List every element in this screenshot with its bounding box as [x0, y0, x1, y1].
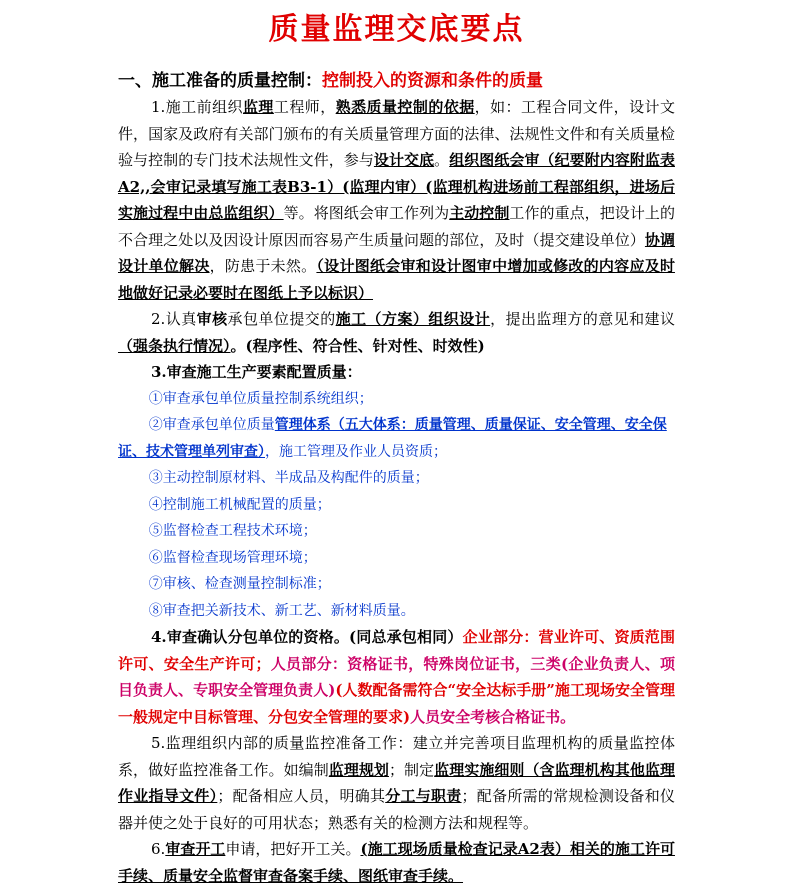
text: 组织图纸会审（纪要附内容附监表A2,,会审记录填写施工表B3-1）(监理内审）(监理机构进场前工程部组织，进场后实施过程中由总监组织） — [118, 151, 675, 222]
section-heading — [118, 68, 675, 94]
text: 分工与职责 — [385, 787, 462, 805]
text: (人数配备需符合“安全达标手册”施工现场安全管理一般规定中目标管理、分包安全管理的要求) — [118, 681, 675, 726]
text: ，施工管理及作业人员资质； — [265, 443, 447, 460]
paragraph-1 — [118, 94, 675, 306]
text: 施工（方案）组织设计 — [335, 310, 491, 328]
text: 企业部分：营业许可、资质范围许可、安全生产许可； — [118, 628, 675, 673]
paragraph-2 — [118, 306, 675, 359]
text: 等。将图纸会审工作列为 — [283, 204, 450, 222]
list-item: ⑦审核、检查测量控制标准； — [148, 576, 331, 592]
text: ；配备所需的常规检测设备和仪器并使之处于良好的可用状态；熟悉有关的检测方法和规程等。 — [118, 787, 675, 832]
text: (施工现场质量检查记录A2表）相关的施工许可手续、质量安全监督审查备案手续、图纸审查手续。 — [118, 840, 675, 885]
text: 承包单位提交的 — [227, 310, 336, 328]
list-item — [118, 412, 675, 465]
text: 协调设计单位解决 — [118, 230, 675, 275]
text: 熟悉质量控制的依据 — [335, 98, 475, 116]
list-item: ⑧审查把关新技术、新工艺、新材料质量。 — [148, 602, 415, 619]
text: 申请，把好开工关。 — [225, 840, 361, 858]
text: 人员安全考核合格证书。 — [410, 707, 576, 726]
text: （强条执行情况） — [118, 336, 231, 355]
text: 工程师， — [273, 98, 336, 116]
text: 。 — [434, 151, 450, 169]
list-item: ⑤监督检查工程技术环境； — [148, 523, 317, 539]
text: 监理规划 — [328, 760, 389, 779]
paragraph-6 — [118, 836, 675, 889]
text: 审查开工 — [165, 840, 226, 858]
text: 监理实施细则（含监理机构其他监理作业指导文件） — [118, 760, 675, 805]
list-item: ①审查承包单位质量控制系统组织； — [148, 390, 373, 407]
paragraph-4 — [118, 624, 675, 730]
text: 。(程序性、符合性、针对性、时效性) — [230, 336, 485, 355]
text: ，如：工程合同文件，设计文件，国家及政府有关部门颁布的有关质量管理方面的法律、法规性文件和有关质量检验与控制的专门技术法规性文件，参与 — [118, 98, 675, 169]
text: 5.监理组织内部的质量监控准备工作：建立并完善项目监理机构的质量监控体系，做好监控准备工作。如编制 — [118, 734, 675, 779]
list-item: ⑥监督检查现场管理环境； — [148, 549, 317, 566]
text: 工作的重点，把设计上的不合理之处以及因设计原因而容易产生质量问题的部位，及时（提交建设单位） — [118, 204, 675, 249]
paragraph-3-heading: 3.审查施工生产要素配置质量： — [151, 363, 362, 381]
text: 审核 — [196, 310, 228, 328]
text: （设计图纸会审和设计图审中增加或修改的内容应及时地做好记录必要时在图纸上予以标识） — [118, 257, 675, 302]
text: 主动控制 — [449, 204, 510, 222]
text: ，防患于未然。 — [209, 257, 317, 275]
text: 监理 — [242, 98, 274, 116]
section-heading-subtitle: 控制投入的资源和条件的质量 — [322, 71, 543, 91]
text: ，提出监理方的意见和建议 — [490, 310, 675, 328]
text: 管理体系（五大体系：质量管理、质量保证、安全管理、安全保证、技术管理单列审查） — [118, 417, 667, 460]
paragraph-5 — [118, 730, 675, 836]
text: ；配备相应人员，明确其 — [217, 787, 386, 805]
text: 6. — [151, 840, 166, 858]
text: 人员部分：资格证书，特殊岗位证书，三类(企业负责人、项目负责人、专职安全管理负责人) — [118, 654, 675, 699]
text: ；制定 — [388, 760, 435, 779]
text: 1.施工前组织 — [151, 98, 243, 116]
text: 4.审查确认分包单位的资格。(同总承包相同） — [151, 628, 463, 646]
text: ②审查承包单位质量 — [148, 417, 275, 433]
text: 设计交底 — [373, 151, 435, 169]
list-item: ③主动控制原材料、半成品及构配件的质量； — [148, 470, 429, 486]
section-heading-label: 一、施工准备的质量控制： — [118, 71, 322, 91]
text: 2.认真 — [151, 310, 197, 328]
list-item: ④控制施工机械配置的质量； — [148, 496, 331, 513]
page-title: 质量监理交底要点 — [268, 12, 525, 47]
